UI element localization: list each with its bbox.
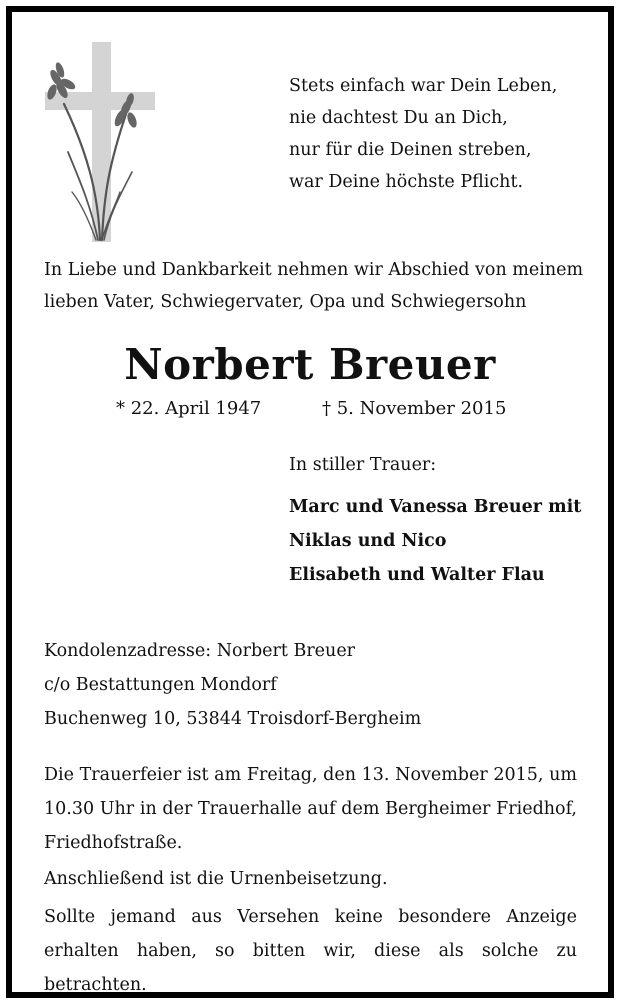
apology-notice: Sollte jemand aus Versehen keine besondere Anzeige erhalten haben, so bitten wir, diese als solche zu betrachten. <box>44 907 577 995</box>
burial-notice: Anschließend ist die Urnenbeisetzung. <box>44 869 388 889</box>
address-line: c/o Bestattungen Mondorf <box>44 675 277 695</box>
cross-with-wheat-icon <box>42 42 156 242</box>
intro-text <box>44 254 583 318</box>
mourner-line: Marc und Vanessa Breuer mit <box>289 497 582 517</box>
address-line: Kondolenzadresse: Norbert Breuer <box>44 641 356 661</box>
mourners-list <box>289 490 581 592</box>
poem-line: nur für die Deinen streben, <box>289 140 532 160</box>
condolence-address <box>44 634 421 736</box>
death-date: † 5. November 2015 <box>322 398 507 419</box>
deceased-name: Norbert Breuer <box>124 340 496 389</box>
mourner-line: Niklas und Nico <box>289 531 447 551</box>
ceremony-notice: Die Trauerfeier ist am Freitag, den 13. November 2015, um 10.30 Uhr in der Trauerhalle auf dem Bergheimer Friedhof, Friedhofstraße. <box>44 765 577 853</box>
mourner-line: Elisabeth und Walter Flau <box>289 565 545 585</box>
poem <box>289 70 557 198</box>
birth-date: * 22. April 1947 <box>116 398 262 419</box>
intro-line: In Liebe und Dankbarkeit nehmen wir Abschied von meinem <box>44 260 584 280</box>
poem-line: Stets einfach war Dein Leben, <box>289 76 558 96</box>
poem-line: nie dachtest Du an Dich, <box>289 108 508 128</box>
mourning-label: In stiller Trauer: <box>289 455 437 475</box>
address-line: Buchenweg 10, 53844 Troisdorf-Bergheim <box>44 709 422 729</box>
poem-line: war Deine höchste Pflicht. <box>289 172 524 192</box>
intro-line: lieben Vater, Schwiegervater, Opa und Schwiegersohn <box>44 292 527 312</box>
